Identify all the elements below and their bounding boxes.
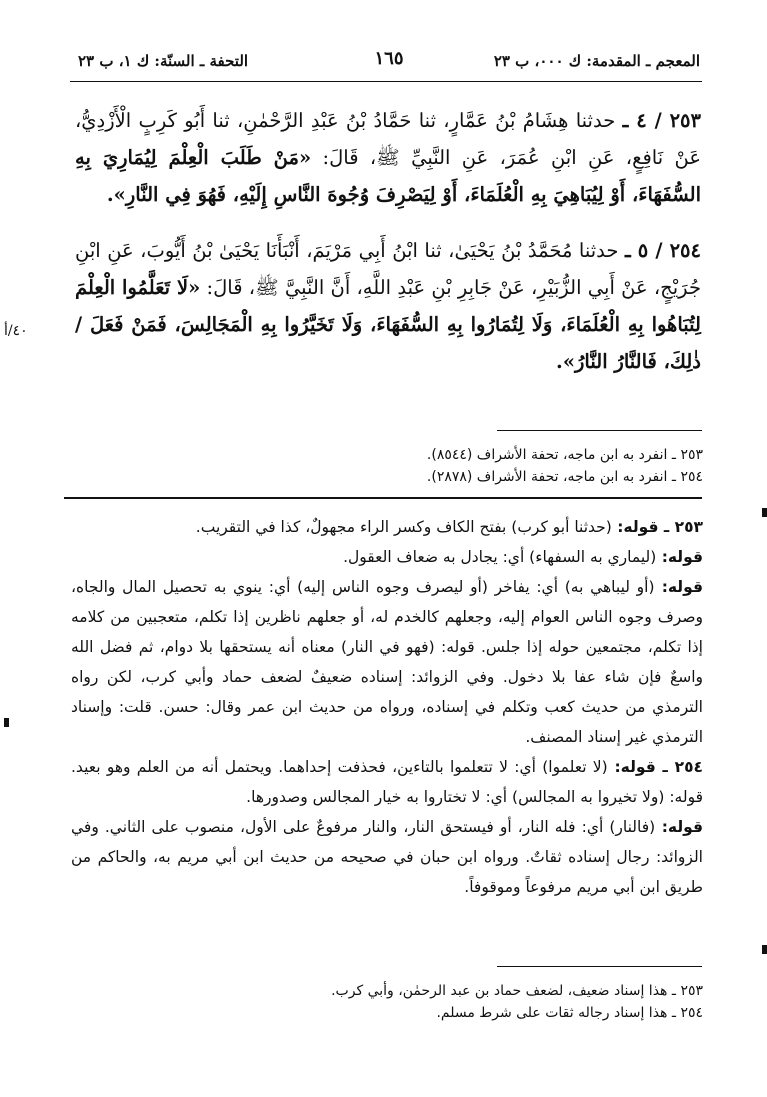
hadith-matn: «مَنْ طَلَبَ الْعِلْمَ لِيُمَارِيَ بِهِ السُّفَهَاءَ، أَوْ لِيُبَاهِيَ بِهِ الْعُلَمَاءَ، أَوْ لِيَصْرِفَ وُجُوهَ النَّاسِ إِلَيْهِ، فَهُوَ فِي النَّارِ».: [75, 146, 701, 206]
hadith-number: ٢٥٣ / ٤ ـ: [622, 109, 701, 132]
takhrij-item: ٢٥٤ ـ انفرد به ابن ماجه، تحفة الأشراف (٢٨٧٨).: [426, 469, 703, 485]
scan-mark: [4, 718, 9, 727]
commentary-text: (ليماري به السفهاء) أي: يجادل به ضعاف العقول.: [343, 548, 657, 566]
takhrij-footnotes: [73, 444, 703, 488]
commentary-lead: ٢٥٤ ـ قوله:: [607, 758, 703, 776]
commentary-text: (حدثنا أبو كرب) بفتح الكاف وكسر الراء مجهولٌ، كذا في التقريب.: [195, 518, 612, 536]
commentary-paragraph: [71, 812, 703, 902]
commentary-text: (فالنار) أي: فله النار، أو فيستحق النار، والنار مرفوعٌ على الأول، منصوب على الثاني. وفي الزوائد: رجال إسناده ثقاتٌ. ورواه ابن حبان في صحيحه من حديث ابن أبي مريم به، والحاكم من طريق ابن أبي مريم مرفوعاً وموقوفاً.: [71, 818, 703, 896]
hadith-number: ٢٥٤ / ٥ ـ: [624, 239, 701, 262]
header-left-reference: التحفة ـ السنّة: ك ١، ب ٢٣: [78, 52, 249, 70]
commentary-paragraph: [71, 512, 703, 542]
hadith-chain: حدثنا مُحَمَّدُ بْنُ يَحْيَىٰ، ثنا ابْنُ أَبِي مَرْيَمَ، أَنْبَأَنَا يَحْيَىٰ بْنُ أَيُّوبَ، عَنِ ابْنِ جُرَيْجٍ، عَنْ أَبِي الزُّبَيْرِ، عَنْ جَابِرِ بْنِ عَبْدِ اللَّهِ، أَنَّ النَّبِيَّ ﷺ، قَالَ:: [75, 239, 701, 299]
hadith-chain: حدثنا هِشَامُ بْنُ عَمَّارٍ، ثنا حَمَّادُ بْنُ عَبْدِ الرَّحْمٰنِ، ثنا أَبُو كَرِبٍ الْأَزْدِيُّ، عَنْ نَافِعٍ، عَنِ ابْنِ عُمَرَ، عَنِ النَّبِيِّ ﷺ، قَالَ:: [75, 109, 702, 169]
commentary-text: (أو ليباهي به) أي: يفاخر (أو ليصرف وجوه الناس إليه) أي: ينوي به تحصيل المال والجاه، وصرف وجوه الناس العوام إليه، وجعلهم كالخدم له، أو جعلهم ناظرين إذا تكلم، متعجبين من كلامه إذا تكلم، مجتمعين حوله إذا جلس. قوله: (فهو في النار) معناه أنه يستحقها بلا دوام، ثم فضل الله واسعٌ فإن شاء عفا بلا دخول. وفي الزوائد: إسناده ضعيفٌ لضعف حماد وأبي كرب، لكن رواه الترمذي من حديث كعب وتكلم في إسناده، ورواه من حديث ابن عمر وقال: حسن. قلت: وإسناد الترمذي غير إسناد المصنف.: [71, 578, 703, 746]
footnote-rule: [497, 430, 702, 431]
commentary-lead: ٢٥٣ ـ قوله:: [611, 518, 703, 536]
header-right-reference: المعجم ـ المقدمة: ك ٠٠٠، ب ٢٣: [493, 52, 700, 70]
commentary-paragraph: [71, 752, 703, 812]
commentary-paragraph: [71, 542, 703, 572]
page-header: [78, 48, 700, 78]
manuscript-margin-note: ٤٠/أ: [4, 323, 28, 339]
grading-footnotes: [73, 980, 703, 1024]
grading-item: ٢٥٣ ـ هذا إسناد ضعيف، لضعف حماد بن عبد الرحمٰن، وأبي كرب.: [331, 983, 703, 999]
commentary-lead: قوله:: [654, 578, 703, 596]
header-rule: [70, 81, 702, 82]
scan-mark: [762, 508, 767, 517]
commentary-lead: قوله:: [655, 818, 704, 836]
grading-item: ٢٥٤ ـ هذا إسناد رجاله ثقات على شرط مسلم.: [436, 1005, 703, 1021]
commentary: [71, 512, 703, 902]
takhrij-item: ٢٥٣ ـ انفرد به ابن ماجه، تحفة الأشراف (٨٥٤٤).: [426, 447, 703, 463]
page-number: ١٦٥: [374, 48, 404, 69]
hadith-253: [75, 102, 701, 213]
grading-rule: [497, 966, 702, 967]
commentary-text: (لا تعلموا) أي: لا تتعلموا بالتاءين، فحذفت إحداهما. ويحتمل أنه من العلم وهو بعيد. قوله: (ولا تخيروا به المجالس) أي: لا تختاروا به خيار المجالس وصدورها.: [71, 758, 703, 806]
hadith-matn: «لَا تَعَلَّمُوا الْعِلْمَ لِتُبَاهُوا بِهِ الْعُلَمَاءَ، وَلَا لِتُمَارُوا بِهِ السُّفَهَاءَ، وَلَا تَخَيَّرُوا بِهِ الْمَجَالِسَ، فَمَنْ فَعَلَ / ذٰلِكَ، فَالنَّارُ النَّارُ».: [75, 276, 701, 373]
hadith-254: [75, 232, 701, 380]
commentary-lead: قوله:: [656, 548, 703, 566]
scan-mark: [762, 945, 767, 954]
section-divider: [64, 497, 702, 499]
commentary-paragraph: [71, 572, 703, 752]
